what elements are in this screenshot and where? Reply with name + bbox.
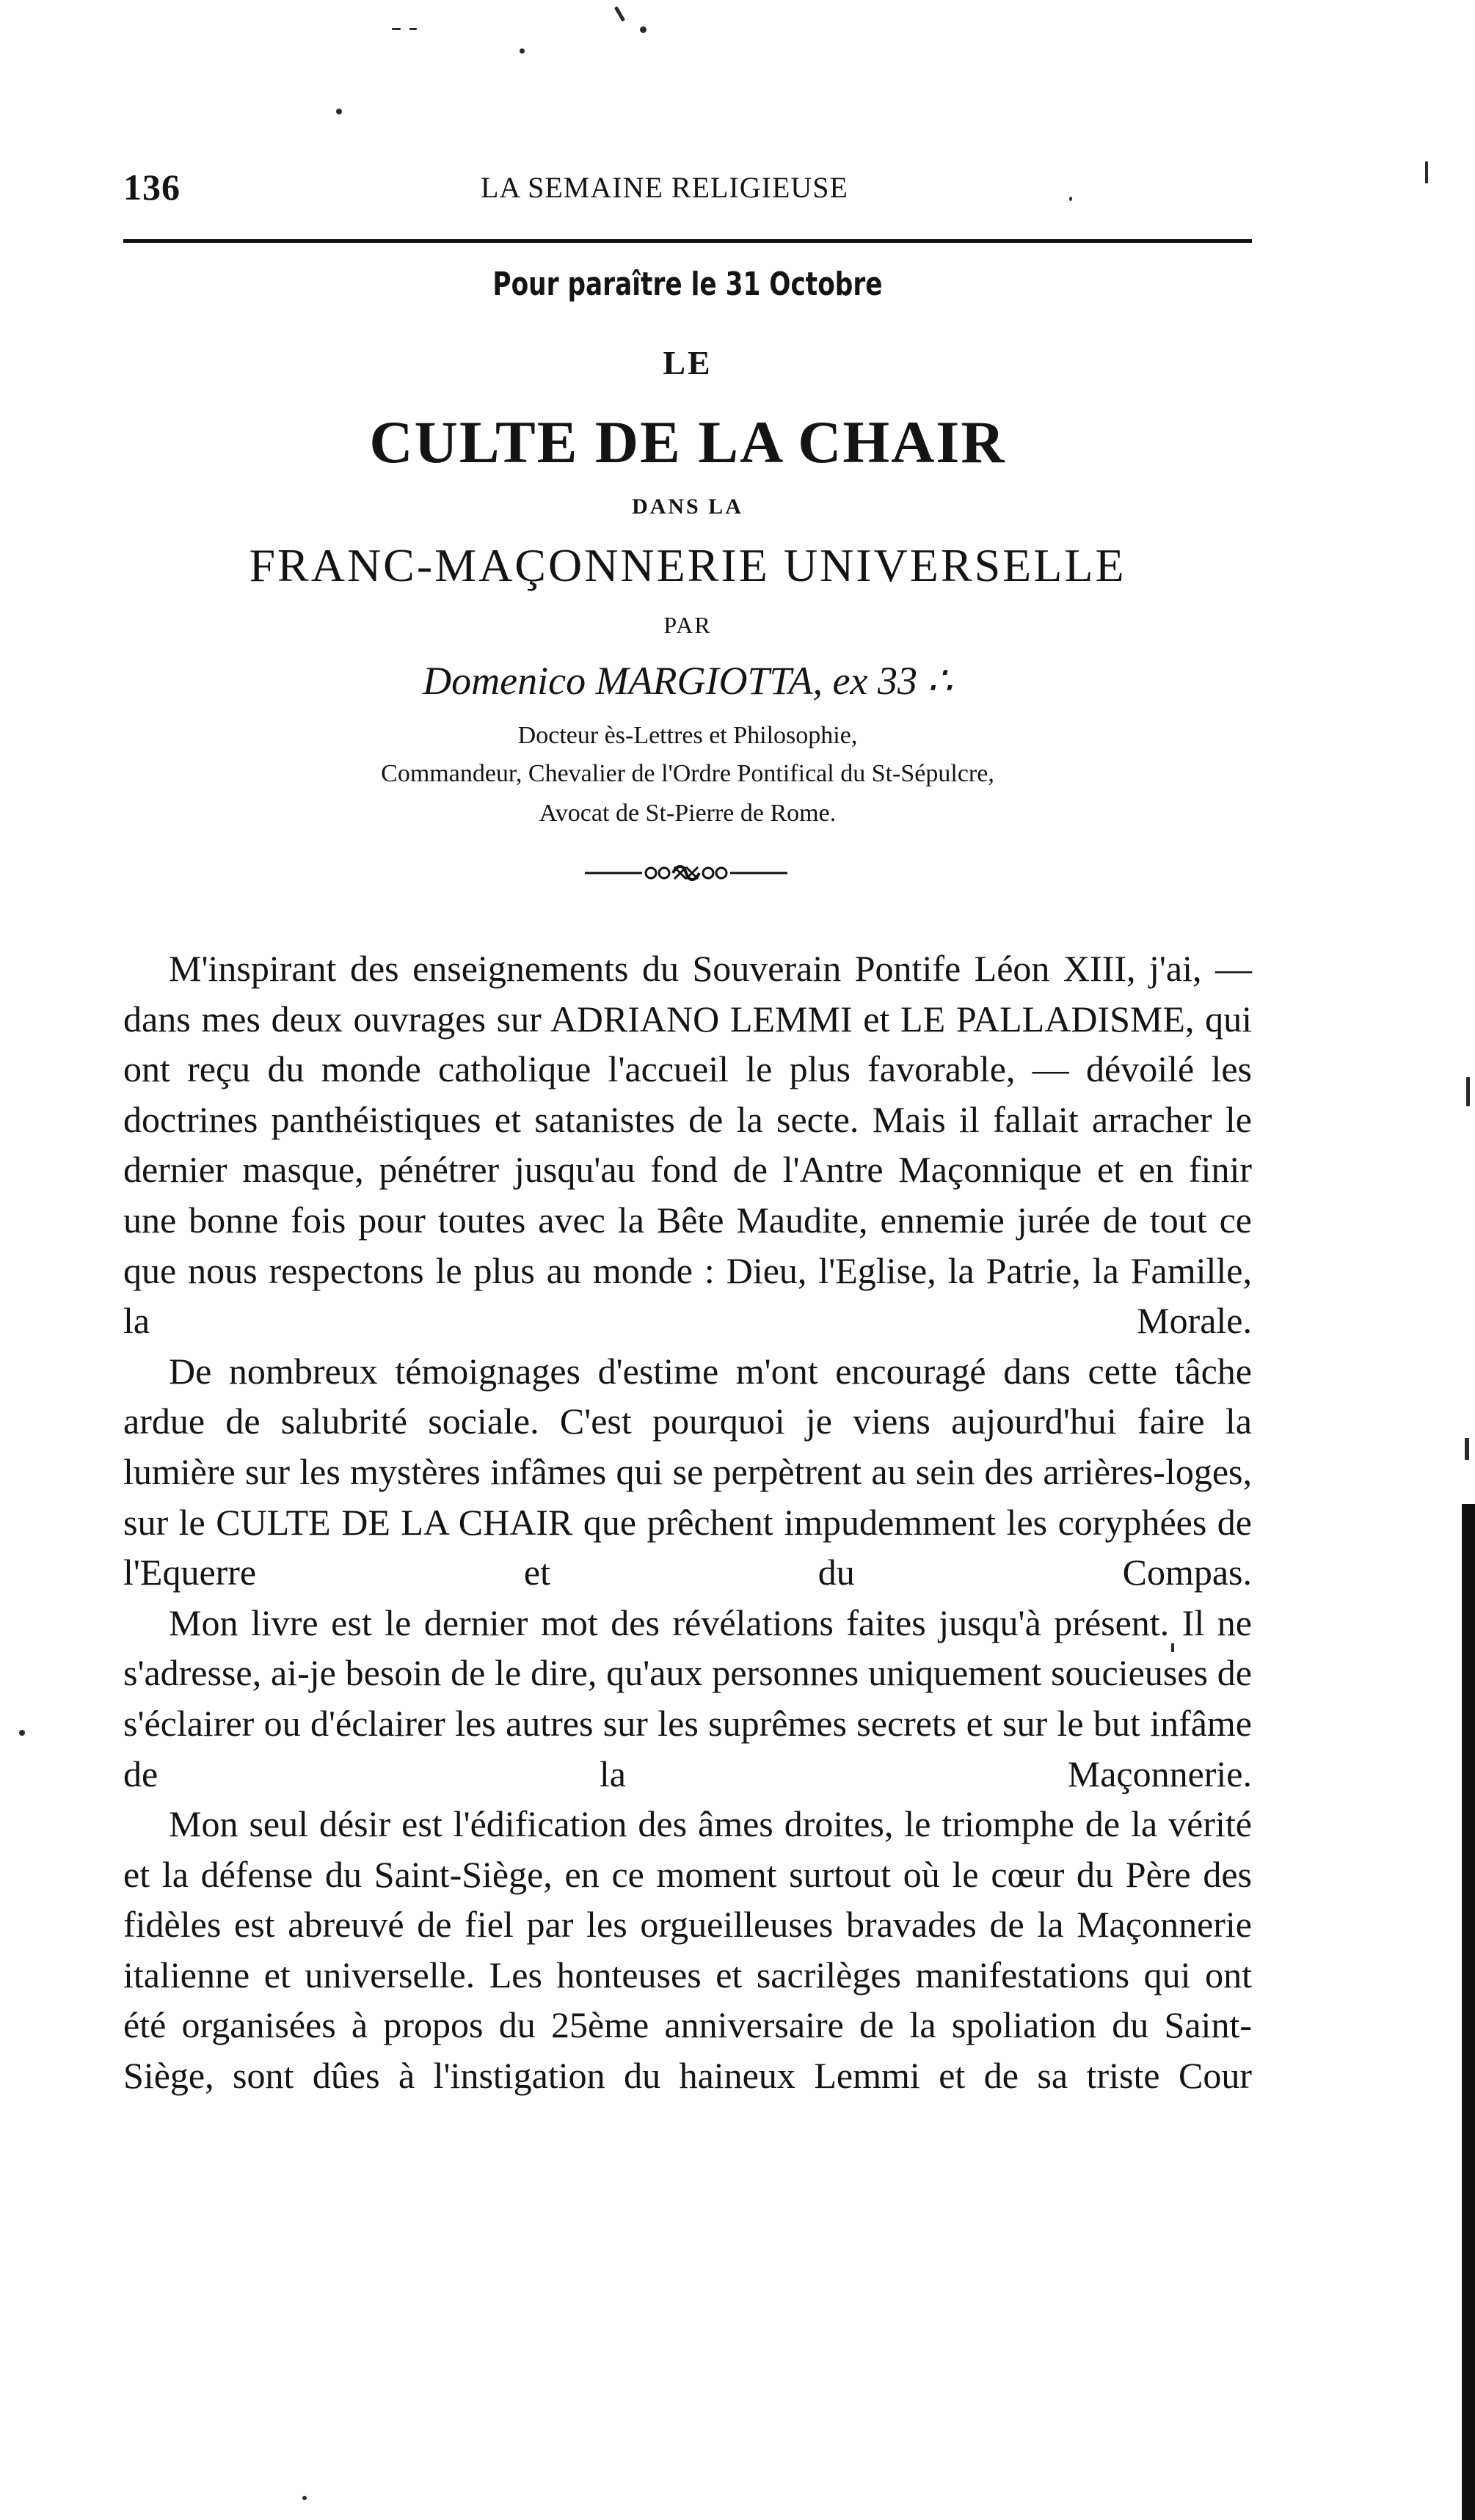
- body-paragraph: Mon livre est le dernier mot des révélations faites jusqu'à présent. Il ne s'adresse, ai-je besoin de le dire, qu'aux personnes uniquement soucieuses de s'éclairer ou d'éclairer les autres sur les suprêmes secrets et sur le but infâme de la Maçonnerie.: [123, 1602, 1252, 1794]
- book-title: CULTE DE LA CHAIR: [369, 409, 1006, 475]
- book-subtitle: FRANC-MAÇONNERIE UNIVERSELLE: [249, 539, 1126, 591]
- body-paragraph: M'inspirant des enseignements du Souverain Pontife Léon XIII, j'ai, — dans mes deux ouvrages sur ADRIANO LEMMI et LE PALLADISME, qui ont reçu du monde catholique l'accueil le plus favorable, — dévoilé les doctrines panthéistiques et satanistes de la secte. Mais il fallait arracher le dernier masque, pénétrer jusqu'au fond de l'Antre Maçonnique et en finir une bonne fois pour toutes avec la Bête Maudite, ennemie jurée de tout ce que nous respectons le plus au monde : Dieu, l'Eglise, la Patrie, la Famille, la Morale.: [123, 948, 1252, 1342]
- scan-speck: [409, 28, 417, 30]
- page-number: 136: [123, 167, 181, 208]
- header-rule: [123, 239, 1252, 243]
- scan-speck: [614, 6, 625, 22]
- author-credential: Avocat de St-Pierre de Rome.: [539, 800, 837, 827]
- body-paragraph: De nombreux témoignages d'estime m'ont encouragé dans cette tâche ardue de salubrité sociale. C'est pourquoi je viens aujourd'hui faire la lumière sur les mystères infâmes qui se perpètrent au sein des arrières-loges, sur le CULTE DE LA CHAIR que prêchent impudemment les coryphées de l'Equerre et du Compas.: [123, 1350, 1252, 1593]
- scan-speck: [19, 1730, 25, 1736]
- running-head: LA SEMAINE RELIGIEUSE: [481, 171, 848, 204]
- author-credential: Docteur ès-Lettres et Philosophie,: [517, 722, 858, 749]
- ornamental-divider-icon: [583, 858, 789, 888]
- title-connector: DANS LA: [632, 494, 743, 519]
- scan-edge-shadow: [1462, 1504, 1475, 2520]
- author-name: Domenico MARGIOTTA, ex 33 ∴: [423, 659, 953, 703]
- author-credential: Commandeur, Chevalier de l'Ordre Pontifical du St-Sépulcre,: [381, 760, 994, 787]
- scan-speck: [640, 26, 647, 33]
- scan-speck: [1425, 161, 1428, 183]
- publication-announcement: Pour paraître le 31 Octobre: [492, 266, 883, 303]
- scan-speck: [520, 48, 525, 54]
- by-line: PAR: [663, 612, 712, 638]
- scan-speck: [336, 109, 342, 114]
- scan-speck: [1069, 197, 1072, 201]
- scan-speck: [392, 28, 401, 30]
- title-article: LE: [663, 344, 713, 381]
- body-paragraph: Mon seul désir est l'édification des âmes droites, le triomphe de la vérité et la défense du Saint-Siège, en ce moment surtout où le cœur du Père des fidèles est abreuvé de fiel par les orgueilleuses bravades de la Maçonnerie italienne et universelle. Les honteuses et sacrilèges manifestations qui ont été organisées à propos du 25ème anniversaire de la spoliation du Saint-Siège, sont dûes à l'instigation du haineux Lemmi et de sa triste Cour: [123, 1803, 1252, 2097]
- body-text: [123, 943, 1252, 2101]
- scan-speck: [1466, 1077, 1470, 1106]
- scan-speck: [302, 2496, 307, 2500]
- scan-speck: [1465, 1438, 1469, 1460]
